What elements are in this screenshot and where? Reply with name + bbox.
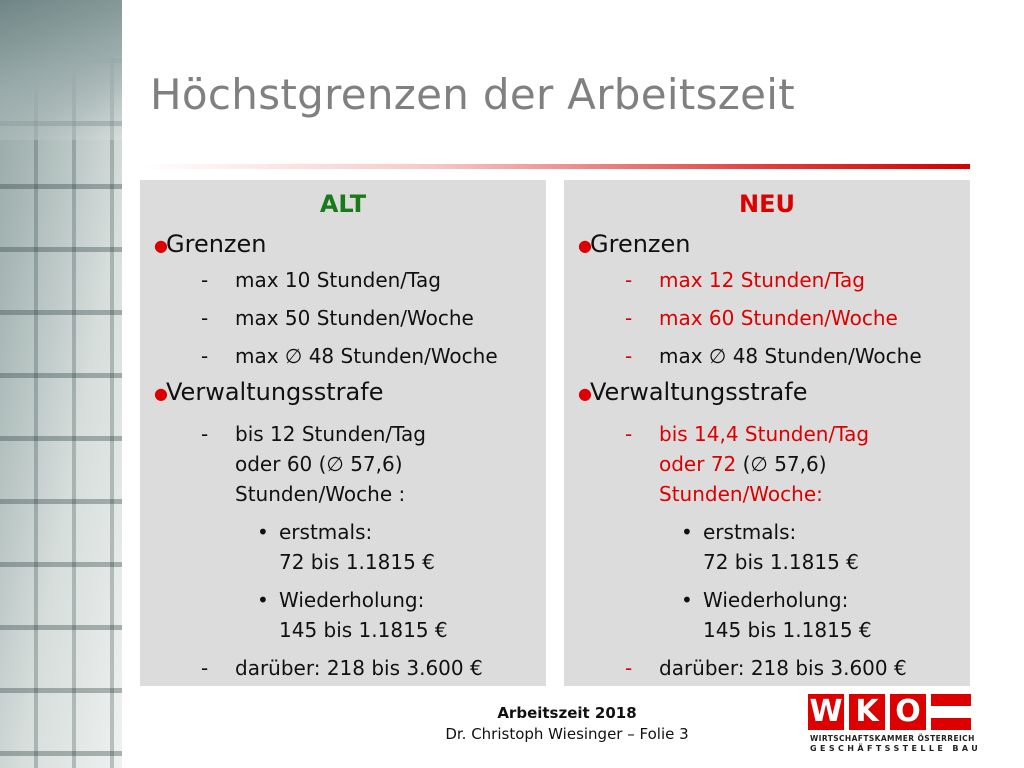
alt-grenzen-value: max 50 Stunden/Woche (235, 306, 474, 330)
slide-title: Höchstgrenzen der Arbeitszeit (150, 70, 796, 119)
austria-flag-white-stripe (931, 706, 971, 718)
logo-letter-k: K (849, 694, 885, 730)
neu-grenzen-line (625, 341, 922, 371)
neu-grenzen-value: max 60 Stunden/Woche (659, 306, 898, 330)
alt-grenzen-line (201, 303, 474, 333)
dash-icon: - (201, 422, 209, 446)
neu-erstmals (681, 517, 797, 547)
bullet-icon: ● (578, 384, 592, 403)
neu-wiederholung-label: Wiederholung: (703, 588, 849, 612)
title-underline (140, 164, 970, 169)
neu-darueber (625, 653, 907, 683)
neu-darueber-text: darüber: 218 bis 3.600 € (659, 656, 907, 680)
alt-wiederholung-label: Wiederholung: (279, 588, 425, 612)
alt-erstmals-label: erstmals: (279, 520, 373, 544)
alt-grenzen-line (201, 341, 498, 371)
neu-wiederholung-value: 145 bis 1.1815 € (703, 618, 872, 642)
neu-strafe-line (659, 449, 827, 479)
logo-letter-o: O (890, 694, 926, 730)
alt-darueber-text: darüber: 218 bis 3.600 € (235, 656, 483, 680)
alt-grenzen-line (201, 265, 441, 295)
dash-icon: - (625, 344, 633, 368)
building-photo-decoration (0, 0, 122, 768)
austria-flag-red-stripe (931, 718, 971, 730)
bullet-icon: ● (578, 236, 592, 255)
dash-icon: - (201, 268, 209, 292)
alt-erstmals-value: 72 bis 1.1815 € (279, 550, 435, 574)
dot-icon: • (681, 520, 693, 544)
neu-strafe-line1: bis 14,4 Stunden/Tag (659, 422, 870, 446)
neu-grenzen-line (625, 303, 898, 333)
alt-wiederholung (257, 585, 425, 615)
alt-strafe-line: Stunden/Woche : (235, 482, 406, 506)
alt-grenzen-label: Grenzen (166, 230, 267, 258)
alt-panel (140, 180, 546, 686)
alt-strafe-item (154, 378, 384, 406)
dash-icon: - (201, 306, 209, 330)
neu-strafe-label: Verwaltungsstrafe (590, 378, 808, 406)
bullet-icon: ● (154, 236, 168, 255)
neu-strafe-line (625, 419, 870, 449)
footer-line2: Dr. Christoph Wiesinger – Folie 3 (445, 725, 689, 743)
wko-logo (808, 694, 982, 756)
dash-icon: - (625, 306, 633, 330)
dash-icon: - (625, 656, 633, 680)
neu-strafe-line2a: oder 72 (659, 452, 737, 476)
alt-strafe-line1: bis 12 Stunden/Tag (235, 422, 426, 446)
alt-grenzen-item (154, 230, 267, 258)
neu-grenzen-item (578, 230, 691, 258)
neu-strafe-line2b: (∅ 57,6) (736, 452, 827, 476)
alt-strafe-line (201, 419, 426, 449)
neu-heading: NEU (739, 190, 795, 218)
neu-strafe-line: Stunden/Woche: (659, 482, 823, 506)
neu-wiederholung (681, 585, 849, 615)
alt-strafe-label: Verwaltungsstrafe (166, 378, 384, 406)
neu-grenzen-value: max 12 Stunden/Tag (659, 268, 865, 292)
footer-line1: Arbeitszeit 2018 (497, 704, 637, 722)
logo-text-line1: WIRTSCHAFTSKAMMER ÖSTERREICH (810, 734, 975, 743)
dash-icon: - (625, 268, 633, 292)
alt-grenzen-value: max ∅ 48 Stunden/Woche (235, 344, 498, 368)
dash-icon: - (201, 656, 209, 680)
alt-darueber (201, 653, 483, 683)
dot-icon: • (257, 520, 269, 544)
neu-erstmals-label: erstmals: (703, 520, 797, 544)
logo-text-line2: GESCHÄFTSSTELLE BAU (810, 744, 982, 753)
neu-erstmals-value: 72 bis 1.1815 € (703, 550, 859, 574)
neu-grenzen-label: Grenzen (590, 230, 691, 258)
neu-grenzen-value: max ∅ 48 Stunden/Woche (659, 344, 922, 368)
austria-flag-icon (931, 694, 971, 706)
alt-erstmals (257, 517, 373, 547)
alt-wiederholung-value: 145 bis 1.1815 € (279, 618, 448, 642)
neu-grenzen-line (625, 265, 865, 295)
alt-heading: ALT (319, 190, 367, 218)
neu-strafe-item (578, 378, 808, 406)
dot-icon: • (681, 588, 693, 612)
dash-icon: - (201, 344, 209, 368)
dash-icon: - (625, 422, 633, 446)
alt-strafe-line: oder 60 (∅ 57,6) (235, 452, 403, 476)
logo-letter-w: W (809, 694, 843, 729)
dot-icon: • (257, 588, 269, 612)
footer (442, 703, 692, 745)
alt-grenzen-value: max 10 Stunden/Tag (235, 268, 441, 292)
neu-panel (564, 180, 970, 686)
bullet-icon: ● (154, 384, 168, 403)
